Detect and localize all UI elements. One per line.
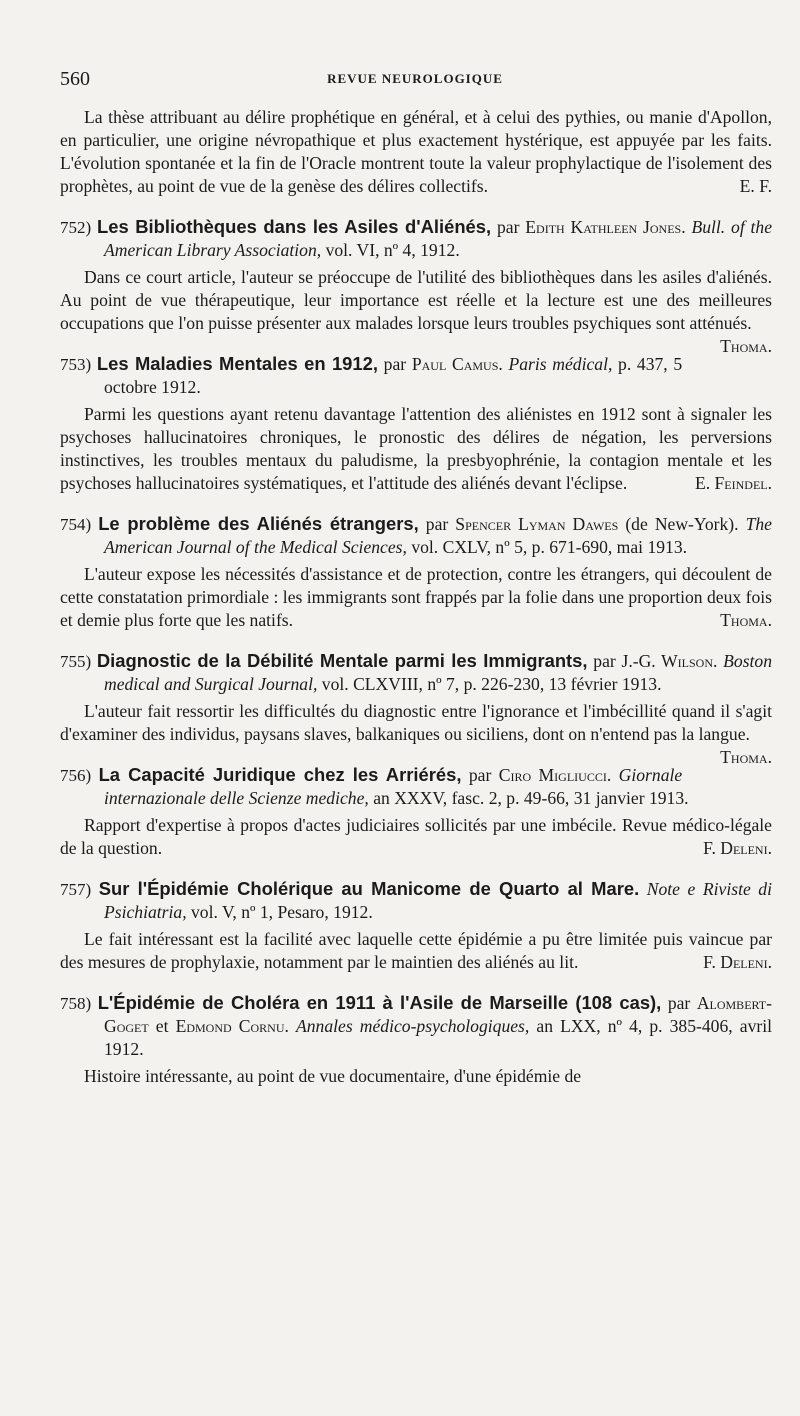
entry-signature: Thoma. [720, 610, 772, 630]
abstract-entry-753 [60, 352, 772, 495]
entry-signature: F. Deleni. [703, 952, 772, 972]
entry-signature: F. Deleni. [703, 838, 772, 858]
entry-body [60, 1065, 772, 1088]
abstract-entry-756 [60, 763, 772, 860]
entry-affiliation: (de New-York). [625, 514, 739, 534]
entry-details: p. 437, 5 octobre 1912. [104, 354, 683, 397]
entry-body-text: L'auteur expose les nécessités d'assistance et de protection, contre les étrangers, qui découlent de cette constatation primordiale : les immigrants sont frappés par la folie dans une proportion deux fois et demie plus forte que les natifs. [60, 564, 772, 630]
abstract-entry-757 [60, 877, 772, 974]
entry-number: 755) [60, 652, 92, 671]
intro-signature: E. F. [739, 176, 772, 196]
entry-by: par [667, 993, 691, 1013]
entry-heading [60, 991, 772, 1061]
entry-details: vol. V, nº 1, Pesaro, 1912. [191, 902, 373, 922]
entry-heading [60, 512, 772, 559]
entry-title: Les Bibliothèques dans les Asiles d'Aliénés, [97, 216, 492, 237]
entry-number: 753) [60, 355, 92, 374]
entry-author: Ciro Migliucci. [498, 765, 612, 785]
entry-body-text: Parmi les questions ayant retenu davantage l'attention des aliénistes en 1912 sont à signaler les psychoses hallucinatoires chroniques, le pronostic des délires de négation, les perversions instinctives, les troubles mentaux du paludisme, la presbyophrénie, la contagion mentale et les psychoses hallucinatoires systématiques, et l'attitude des aliénés devant l'éclipse. [60, 404, 772, 493]
entry-body-text: Dans ce court article, l'auteur se préoccupe de l'utilité des bibliothèques dans les asiles d'aliénés. Au point de vue thérapeutique, leur importance est réelle et la lecture est une des meilleures occupations que l'on puisse présenter aux malades lorsque leurs troubles psychiques sont atténués. [60, 267, 772, 333]
abstract-entry-755 [60, 649, 773, 767]
entry-details: an LXX, nº 4, p. 385-406, avril 1912. [104, 1016, 772, 1059]
entry-body [60, 700, 772, 767]
entry-signature: E. Feindel. [694, 473, 772, 493]
entry-author: Edith Kathleen Jones. [525, 217, 686, 237]
entry-details: vol. CXLV, nº 5, p. 671-690, mai 1913. [411, 537, 688, 557]
entry-by: par [593, 651, 616, 671]
entry-body [60, 814, 772, 860]
entry-title: Les Maladies Mentales en 1912, [96, 353, 378, 374]
entry-heading [60, 649, 772, 696]
entry-source: Paris médical, [508, 354, 613, 374]
entry-author: J.-G. Wilson. [621, 651, 718, 671]
entry-body-text: Le fait intéressant est la facilité avec laquelle cette épidémie a pu être limitée puis vaincue par des mesures de prophylaxie, notamment par le maintien des aliénés au lit. [60, 929, 772, 972]
entry-source: The American Journal of the Medical Sciences, [104, 514, 772, 557]
entry-by: par [468, 765, 492, 785]
entry-conjunction: et [155, 1016, 169, 1036]
entry-title: Diagnostic de la Débilité Mentale parmi les Immigrants, [96, 650, 588, 671]
entry-number: 754) [60, 515, 92, 534]
abstract-entry-758 [60, 991, 772, 1088]
entry-title: Sur l'Épidémie Cholérique au Manicome de Quarto al Mare. [98, 878, 640, 899]
entry-number: 752) [60, 218, 92, 237]
entry-number: 756) [60, 766, 92, 785]
entry-number: 758) [60, 994, 92, 1013]
page-header [60, 68, 770, 92]
entry-details: vol. CLXVIII, nº 7, p. 226-230, 13 février 1913. [321, 674, 662, 694]
entry-title: L'Épidémie de Choléra en 1911 à l'Asile de Marseille (108 cas), [97, 992, 662, 1013]
entry-author: Spencer Lyman Dawes [455, 514, 619, 534]
entry-body [60, 928, 772, 974]
intro-paragraph [60, 106, 772, 198]
entry-body [60, 266, 772, 356]
entry-source: Giornale internazionale delle Scienze mediche, [104, 765, 683, 808]
entry-heading [60, 215, 772, 262]
entry-source: Boston medical and Surgical Journal, [104, 651, 773, 694]
entry-details: vol. VI, nº 4, 1912. [325, 240, 460, 260]
entry-source: Bull. of the American Library Association, [104, 217, 773, 260]
entry-by: par [425, 514, 449, 534]
entry-author-2: Edmond Cornu. [175, 1016, 289, 1036]
page-content [60, 106, 772, 1088]
entry-heading [60, 352, 772, 399]
page-number: 560 [60, 68, 90, 90]
entry-body [60, 403, 772, 495]
entry-title: Le problème des Aliénés étrangers, [98, 513, 419, 534]
entry-source: Note e Riviste di Psichiatria, [104, 879, 772, 922]
entry-heading [60, 763, 772, 810]
entry-author: Paul Camus. [411, 354, 503, 374]
entry-title: La Capacité Juridique chez les Arriérés, [98, 764, 462, 785]
entry-by: par [496, 217, 520, 237]
entry-body-text: L'auteur fait ressortir les difficultés du diagnostic entre l'ignorance et l'imbécillité quand il s'agit d'examiner des individus, paysans slaves, balkaniques ou siciliens, dont on n'entend pas la langue. [60, 701, 772, 744]
entry-by: par [383, 354, 407, 374]
abstract-entry-752 [60, 215, 773, 356]
entry-author: Alombert-Goget [104, 993, 772, 1036]
entry-signature: Thoma. [720, 336, 772, 356]
entry-body [60, 563, 772, 632]
entry-body-text: Rapport d'expertise à propos d'actes judiciaires sollicités par une imbécile. Revue médico-légale de la question. [60, 815, 772, 858]
running-title: REVUE NEUROLOGIQUE [327, 71, 503, 86]
abstract-entry-754 [60, 512, 772, 632]
entry-number: 757) [60, 880, 92, 899]
entry-source: Annales médico-psychologiques, [296, 1016, 530, 1036]
entry-details: an XXXV, fasc. 2, p. 49-66, 31 janvier 1913. [373, 788, 689, 808]
entry-signature: Thoma. [720, 747, 772, 767]
intro-text: La thèse attribuant au délire prophétique en général, et à celui des pythies, ou manie d'Apollon, en particulier, une origine névropathique et plus exactement hystérique, est appuyée par les faits. L'évolution spontanée et la fin de l'Oracle montrent toute la valeur prophylactique de l'isolement des prophètes, au point de vue de la genèse des délires collectifs. [60, 107, 772, 196]
entry-heading [60, 877, 772, 924]
entry-body-text: Histoire intéressante, au point de vue documentaire, d'une épidémie de [84, 1066, 582, 1086]
